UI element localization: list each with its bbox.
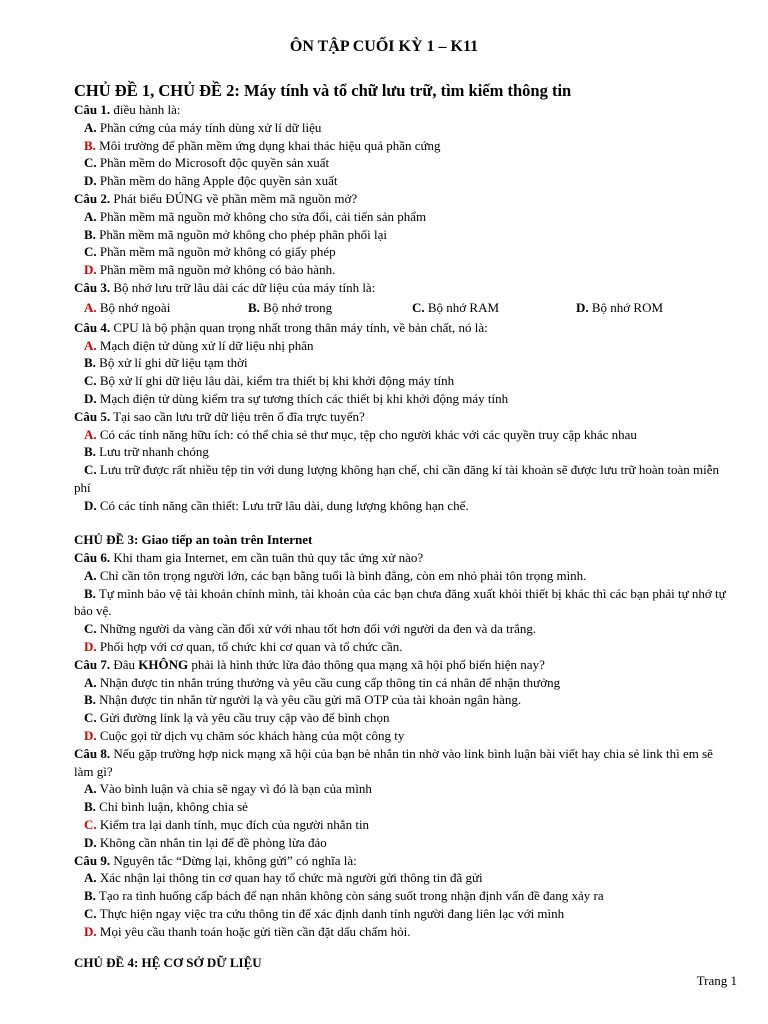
option-c: C. Phần mềm do Microsoft độc quyền sản xuất (84, 155, 330, 171)
answer-marker: D. (84, 262, 97, 278)
option-b: B. Bộ xử lí ghi dữ liệu tạm thời (84, 355, 248, 371)
option-a: A. Phần cứng của máy tính dùng xử lí dữ liệu (84, 119, 322, 135)
answer-marker: D. (84, 923, 97, 939)
emphasis-word: KHÔNG (138, 656, 189, 672)
question-text: Phát biểu ĐÚNG về phần mềm mã nguồn mở? (110, 190, 358, 206)
option-d: D. Phối hợp với cơ quan, tổ chức khi cơ quan và tổ chức cần. (84, 638, 403, 654)
answer-marker: A. (84, 299, 97, 315)
option-a: A. Nhận được tin nhắn trúng thưởng và yêu cầu cung cấp thông tin cá nhân để nhận thưởng (84, 674, 561, 690)
question-text: Khi tham gia Internet, em cần tuân thủ quy tắc ứng xử nào? (110, 550, 424, 565)
question-text: điều hành là: (110, 102, 181, 117)
option-d: D. Mọi yêu cầu thanh toán hoặc gửi tiền cần đặt dấu chấm hỏi. (84, 923, 411, 939)
question-number: Câu 8. (74, 745, 111, 761)
question-5 (74, 408, 734, 515)
option-d: D. Bộ nhớ ROM (576, 299, 664, 315)
question-number: Câu 6. (74, 550, 111, 565)
question-number: Câu 4. (74, 319, 111, 335)
question-1 (74, 101, 734, 190)
option-a: A. Chỉ cần tôn trọng người lớn, các bạn bằng tuổi là bình đẳng, còn em nhỏ phải tôn trọng mình. (84, 567, 587, 583)
option-c: C. Bộ xử lí ghi dữ liệu lâu dài, kiểm tra thiết bị khi khởi động máy tính (84, 373, 455, 389)
option-b: B. Tạo ra tình huống cấp bách để nạn nhân không còn sáng suốt trong nhận định vấn đề đang xảy ra (84, 888, 604, 904)
option-b: B. Tự mình bảo vệ tài khoản chính mình, tài khoản của các bạn chưa đăng xuất khỏi thiết bị khác thì các bạn phải tự nhớ tự bảo vệ. (74, 585, 726, 619)
option-b: B. Môi trường để phần mềm ứng dụng khai thác hiệu quả phần cứng (84, 137, 441, 153)
question-9 (74, 852, 734, 941)
option-a: A. Phần mềm mã nguồn mở không cho sửa đổi, cải tiến sản phẩm (84, 208, 427, 224)
question-number: Câu 2. (74, 190, 111, 206)
option-c: C. Những người da vàng cần đối xử với nhau tốt hơn đối với người da đen và da trắng. (84, 621, 537, 637)
question-number: Câu 3. (74, 279, 111, 295)
option-c: C. Gửi đường link lạ và yêu cầu truy cập vào để bình chọn (84, 710, 390, 726)
topic-heading-3: CHỦ ĐỀ 3: Giao tiếp an toàn trên Internet (74, 532, 313, 547)
answer-marker: C. (84, 816, 97, 832)
question-2 (74, 190, 734, 279)
option-c: C. Kiểm tra lại danh tính, mục đích của người nhắn tin (84, 816, 370, 832)
option-row (74, 299, 734, 319)
option-a: A. Xác nhận lại thông tin cơ quan hay tổ chức mà người gửi thông tin đã gửi (84, 870, 483, 886)
topic-heading-1: CHỦ ĐỀ 1, CHỦ ĐỀ 2: Máy tính và tổ chữ lưu trữ, tìm kiếm thông tin (74, 81, 572, 100)
option-a: A. Mạch điện tử dùng xử lí dữ liệu nhị phân (84, 337, 314, 353)
page-title: ÔN TẬP CUỐI KỲ 1 – K11 (289, 38, 479, 55)
question-number: Câu 7. (74, 656, 111, 672)
page-number: Trang 1 (696, 973, 737, 988)
question-3 (74, 279, 734, 319)
option-b: B. Chỉ bình luận, không chia sẻ (84, 799, 248, 815)
question-4 (74, 319, 734, 408)
topic-heading-4: CHỦ ĐỀ 4: HỆ CƠ SỞ DỮ LIỆU (74, 955, 262, 970)
question-8 (74, 745, 734, 852)
question-text: CPU là bộ phận quan trọng nhất trong thân máy tính, về bản chất, nó là: (110, 319, 488, 335)
question-text: Bộ nhớ lưu trữ lâu dài các dữ liệu của máy tính là: (110, 279, 376, 295)
option-c: C. Phần mềm mã nguồn mở không có giấy phép (84, 244, 336, 260)
answer-marker: D. (84, 727, 97, 743)
answer-marker: A. (84, 337, 97, 353)
option-c: C. Thực hiện ngay việc tra cứu thông tin để xác định danh tính người đang liên lạc với mình (84, 905, 565, 921)
option-d: D. Phần mềm mã nguồn mở không có bảo hành. (84, 262, 336, 278)
option-b: B. Lưu trữ nhanh chóng (84, 444, 209, 460)
option-d: D. Không cần nhắn tin lại để đề phòng lừa đảo (84, 834, 327, 850)
option-d: D. Cuộc gọi từ dịch vụ chăm sóc khách hàng của một công ty (84, 727, 405, 743)
question-6 (74, 549, 734, 656)
question-text: Tại sao cần lưu trữ dữ liệu trên ổ đĩa trực tuyến? (110, 408, 365, 424)
option-a: A. Có các tính năng hữu ích: có thể chia sẻ thư mục, tệp cho người khác với các quyền truy cập khác nhau (84, 426, 637, 442)
option-b: B. Bộ nhớ trong (248, 299, 333, 315)
option-d: D. Mạch điện tử dùng kiểm tra sự tương thích các thiết bị khi khởi động máy tính (84, 390, 509, 406)
question-text: Nếu gặp trường hợp nick mạng xã hội của bạn bè nhắn tin nhờ vào link bình luận bài viết hay chia sẻ link thì em sẽ làm gì? (74, 745, 713, 779)
option-a: A. Bộ nhớ ngoài (84, 299, 171, 315)
option-c: C. Lưu trữ được rất nhiều tệp tin với dung lượng không hạn chế, chỉ cần đăng kí tài khoản sẽ được lưu trữ hoàn toàn miễn phí (74, 462, 719, 495)
answer-marker: D. (84, 638, 97, 654)
option-a: A. Vào bình luận và chia sẽ ngay vì đó là bạn của mình (84, 781, 372, 797)
question-group-2 (74, 549, 734, 941)
question-number: Câu 9. (74, 852, 111, 868)
answer-marker: A. (84, 426, 97, 442)
question-number: Câu 1. (74, 102, 111, 117)
option-d: D. Có các tính năng cần thiết: Lưu trữ lâu dài, dung lượng không hạn chế. (84, 497, 469, 513)
answer-marker: B. (84, 137, 96, 153)
question-number: Câu 5. (74, 408, 111, 424)
option-b: B. Phần mềm mã nguồn mở không cho phép phân phối lại (84, 226, 387, 242)
option-c: C. Bộ nhớ RAM (412, 299, 500, 315)
question-7: Câu 7. Đâu KHÔNG phải là hình thức lừa đảo thông qua mạng xã hội phổ biến hiện nay? A. Nhận được tin nhắn trúng thưởng và yêu cầu cung cấp thông tin cá nhân để nhận thưởng B. Nhận được tin nhắn từ người lạ và yêu cầu gửi mã OTP của tài khoản ngân hàng. C. Gửi đường link lạ và yêu cầu truy cập vào để bình chọn D. Cuộc gọi từ dịch vụ chăm sóc khách hàng của một công ty (74, 656, 734, 745)
question-text: Nguyên tắc “Dừng lại, không gửi” có nghĩa là: (110, 852, 357, 868)
option-b: B. Nhận được tin nhắn từ người lạ và yêu cầu gửi mã OTP của tài khoản ngân hàng. (84, 692, 522, 708)
question-group-1 (74, 101, 734, 515)
option-d: D. Phần mềm do hãng Apple độc quyền sản xuất (84, 173, 338, 189)
